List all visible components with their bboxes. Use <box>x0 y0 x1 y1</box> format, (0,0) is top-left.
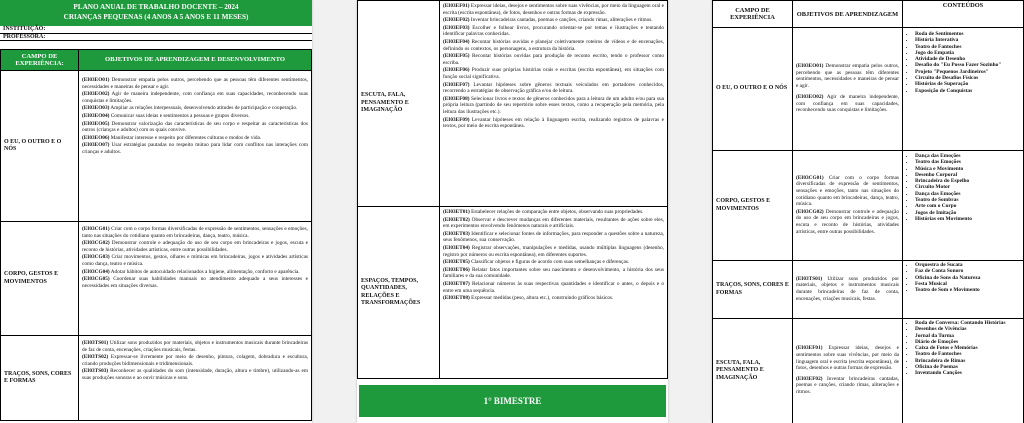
contents-list <box>906 31 1020 94</box>
objective-item: (EI03EF07) Levantar hipóteses sobre gêneros textuais veiculados em portadores conhecidos, recorrendo a estratégias de observação gráfica e/ou de leitura. <box>443 81 665 95</box>
objective-item: (EI03CG04) Adotar hábitos de autocuidado relacionados a higiene, alimentação, conforto e aparência. <box>82 268 300 275</box>
list-item: • Oficina de Sons da Natureza <box>915 275 1020 281</box>
objective-item: (EI03EF08) Selecionar livros e textos de gêneros conhecidos para a leitura de um adulto e/ou para sua própria leitura (partindo de seu repertório sobre esses textos, como a recuperação pela memória, pela leitura das ilustrações etc.). <box>443 95 664 115</box>
document-page-2 <box>357 0 668 423</box>
table-row <box>713 319 1024 423</box>
objective-item: (EI03TS01) Utilizar sons produzidos por materiais, objetos e instrumentos musicais durante brincadeiras de faz de conta, encenações, criações musicais, festas. <box>82 340 309 353</box>
list-item: • Teatro de Som e Movimento <box>915 287 1020 293</box>
plan-subtitle: CRIANÇAS PEQUENAS (4 ANOS A 5 ANOS E 11 MESES) <box>63 13 249 21</box>
list-item: • Desenho Corporal <box>915 172 1020 178</box>
table-row <box>358 1 668 207</box>
objective-item: (EI03EF03) Escolher e folhear livros, procurando orientar-se por temas e ilustrações e tentando identificar palavras conhecidas. <box>443 24 664 38</box>
institution-field: INSTITUIÇÃO: <box>0 26 312 34</box>
objectives-cell <box>793 319 903 423</box>
table-row <box>1 71 312 222</box>
objective-item: (EI03CG02) Demonstrar controle e adequação do uso de seu corpo em brincadeiras e jogos, escuta e reconto de histórias, atividades artísticas, entre outras possibilidades. <box>82 240 308 253</box>
objectives-cell <box>793 261 903 319</box>
contents-cell <box>903 319 1024 423</box>
objective-item: (EI03TS01) Utilizar sons produzidos por materiais, objetos e instrumentos musicais durante brincadeiras de faz de conta, encenações, criações musicais, festas. <box>796 275 900 302</box>
list-item: • História Interativa <box>915 37 1020 43</box>
list-item: • Desenhos de Vivências <box>915 326 1020 332</box>
table-row <box>713 151 1024 261</box>
bimester-banner: 1° BIMESTRE <box>359 385 666 417</box>
list-item: • Dança das Emoções <box>915 191 1020 197</box>
list-item: • Orquestra de Sucata <box>915 262 1020 268</box>
objective-item: (EI03EO01) Demonstrar empatia pelos outros, percebendo que as pessoas têm diferentes sentimentos, necessidades e maneiras de pensar e agir. <box>796 62 899 89</box>
list-item: • Jornal da Turma <box>915 333 1020 339</box>
objective-item: (EI03CG03) Criar movimentos, gestos, olhares e mímicas em brincadeiras, jogos e atividades artísticas como dança, teatro e música. <box>82 254 309 267</box>
objective-item: (EI03ET03) Identificar e selecionar fontes de informações, para responder a questões sobre a natureza, seus fenômenos, sua conservação. <box>443 230 664 244</box>
contents-table <box>712 0 1024 423</box>
list-item: • Histórias em Movimento <box>915 216 1020 222</box>
objective-item: (EI03CG01) Criar com o corpo formas diversificadas de expressão de sentimentos, sensações e emoções, tanto nas situações do cotidiano quanto em brincadeiras, dança, teatro, música. <box>82 226 308 239</box>
field-label: TRAÇOS, SONS, CORES E FORMAS <box>713 261 793 319</box>
objective-item: (EI03ET02) Observar e descrever mudanças em diferentes materiais, resultantes de ações sobre eles, em experimentos envolvendo fenômenos naturais e artificiais. <box>443 216 664 230</box>
objective-item: (EI03TS02) Expressar-se livremente por meio de desenho, pintura, colagem, dobradura e escultura, criando produções bidimensionais e tridimensionais. <box>82 354 308 367</box>
objectives-cell <box>793 151 903 261</box>
table-row <box>1 222 312 336</box>
list-item: • Teatro de Fantoches <box>915 44 1020 50</box>
objective-item: (EI03EF05) Recontar histórias ouvidas para produção de reconto escrito, tendo o professor como escriba. <box>443 53 665 66</box>
list-item: • Dança das Emoções <box>915 153 1020 159</box>
list-item: • Caixa de Fotos e Memórias <box>915 345 1020 351</box>
list-item: • Atividade de Desenho <box>915 56 1020 62</box>
contents-cell <box>903 261 1024 319</box>
objective-item: (EI03EO01) Demonstrar empatia pelos outros, percebendo que as pessoas têm diferentes sentimentos, necessidades e maneiras de pensar e agir. <box>82 77 308 90</box>
contents-list <box>906 320 1020 377</box>
field-label: TRAÇOS, SONS, CORES E FORMAS <box>1 336 79 421</box>
objective-item: (EI03EO03) Ampliar as relações interpessoais, desenvolvendo atitudes de participação e cooperação. <box>82 105 298 112</box>
list-item: • Circuito de Desafios Físicos <box>915 75 1020 81</box>
objective-item: (EI03ET07) Relacionar números às suas respectivas quantidades e identificar o antes, o depois e o entre em uma sequência. <box>443 280 665 294</box>
objective-item: (EI03CG02) Demonstrar controle e adequação do uso de seu corpo em brincadeiras e jogos, escuta e reconto de histórias, atividades artísticas, entre outras possibilidades. <box>796 208 899 235</box>
objective-item: (EI03EF06) Produzir suas próprias histórias orais e escritas (escrita espontânea), em situações com função social significativa. <box>443 67 665 80</box>
list-item: • Teatro de Sombras <box>915 197 1020 203</box>
objective-item: (EI03CG05) Coordenar suas habilidades manuais no atendimento adequado a seus interesses e necessidades em situações diversas. <box>82 276 309 289</box>
list-item: • Histórias de Superação <box>915 81 1020 87</box>
list-item: • Teatro de Fantoches <box>915 351 1020 357</box>
objective-item: (EI03EO02) Agir de maneira independente, com confiança em suas capacidades, reconhecendo suas conquistas e limitações. <box>82 91 308 104</box>
list-item: • Diário de Emoções <box>915 339 1020 345</box>
objective-item: (EI03ET04) Registrar observações, manipulações e medidas, usando múltiplas linguagens (desenho, registro por números ou escrita espontânea), em diferentes suportes. <box>443 244 664 258</box>
column-header-contents: CONTEÚDOS <box>903 1 1024 28</box>
list-item: • Oficina de Poemas <box>915 364 1020 370</box>
list-item: • Faz de Conta Sonoro <box>915 268 1020 274</box>
column-header-objectives: OBJETIVOS DE APRENDIZAGEM <box>793 1 903 28</box>
objectives-cell <box>793 28 903 151</box>
list-item: • Jogo do Empatia <box>915 50 1020 56</box>
contents-list <box>906 153 1020 222</box>
table-row <box>358 207 668 379</box>
objectives-cell <box>79 222 312 336</box>
field-label: ESCUTA, FALA, PENSAMENTO E IMAGINAÇÃO <box>713 319 793 423</box>
objectives-cell <box>79 71 312 222</box>
list-item: • Música e Movimento <box>915 166 1020 172</box>
objective-item: (EI03EF02) Inventar brincadeiras cantadas, poemas e canções, criando rimas, aliterações e ritmos. <box>796 375 899 395</box>
field-label: O EU, O OUTRO E O NÓS <box>713 28 793 151</box>
table-row <box>713 261 1024 319</box>
objectives-cell <box>440 1 668 207</box>
list-item: • Arte com o Corpo <box>915 203 1020 209</box>
list-item: • Festa Musical <box>915 281 1020 287</box>
objective-item: (EI03ET05) Classificar objetos e figuras de acordo com suas semelhanças e diferenças. <box>443 259 630 266</box>
objective-item: (EI03EF02) Inventar brincadeiras cantadas, poemas e canções, criando rimas, aliterações e ritmos. <box>443 17 653 24</box>
list-item: • Brincadeira do Espelho <box>915 178 1020 184</box>
document-page-3 <box>712 0 1024 423</box>
objective-item: (EI03EF01) Expressar ideias, desejos e sentimentos sobre suas vivências, por meio da linguagem oral e escrita (escrita espontânea), de fotos, desenhos e outras formas de expressão. <box>796 345 899 372</box>
objectives-cell <box>79 336 312 421</box>
objective-item: (EI03ET06) Relatar fatos importantes sobre seu nascimento e desenvolvimento, a história dos seus familiares e da sua comunidade. <box>443 266 665 280</box>
objective-item: (EI03EO07) Usar estratégias pautadas no respeito mútuo para lidar com conflitos nas interações com crianças e adultos. <box>82 142 308 155</box>
objective-item: (EI03ET01) Estabelecer relações de comparação entre objetos, observando suas propriedades. <box>443 209 644 215</box>
field-label: ESCUTA, FALA, PENSAMENTO E IMAGINAÇÃO <box>358 1 440 207</box>
contents-cell <box>903 151 1024 261</box>
objectives-cell <box>440 207 668 379</box>
teacher-field: PROFESSORA: <box>0 34 312 42</box>
objective-item: (EI03EO06) Manifestar interesse e respeito por diferentes culturas e modos de vida. <box>82 134 262 141</box>
table-row <box>713 28 1024 151</box>
table-row <box>1 336 312 421</box>
list-item: • Brincadeira de Rimas <box>915 358 1020 364</box>
field-label: CORPO, GESTOS E MOVIMENTOS <box>1 222 79 336</box>
list-item: • Roda de Conversa: Contando Histórias <box>915 320 1020 326</box>
column-header-field: CAMPO DE EXPERIÊNCIA: <box>1 50 79 71</box>
plan-title: PLANO ANUAL DE TRABALHO DOCENTE – 2024 <box>73 3 239 11</box>
objective-item: (EI03EF09) Levantar hipóteses em relação à linguagem escrita, realizando registros de palavras e textos, por meio de escrita espontânea. <box>443 116 664 130</box>
objective-item: (EI03EO02) Agir de maneira independente, com confiança em suas capacidades, reconhecendo suas conquistas e limitações. <box>796 94 899 114</box>
objectives-table-continued <box>357 0 668 379</box>
list-item: • Desafio do "Eu Posso Fazer Sozinho" <box>915 62 1020 68</box>
list-item: • Jogos de Imitação <box>915 210 1020 216</box>
list-item: • Exposição de Conquistas <box>915 88 1020 94</box>
objective-item: (EI03CG01) Criar com o corpo formas diversificadas de expressão de sentimentos, sensações e emoções, tanto nas situações do cotidiano quanto em brincadeiras, dança, teatro, música. <box>796 174 900 208</box>
objective-item: (EI03ET08) Expressar medidas (peso, altura etc.), construindo gráficos básicos. <box>443 295 614 302</box>
objective-item: (EI03EF01) Expressar ideias, desejos e sentimentos sobre suas vivências, por meio da linguagem oral e escrita (escrita espontânea), de fotos, desenhos e outras formas de expressão. <box>443 3 664 16</box>
field-label: CORPO, GESTOS E MOVIMENTOS <box>713 151 793 261</box>
contents-cell <box>903 28 1024 151</box>
list-item: • Inventando Canções <box>915 370 1020 376</box>
document-page-1 <box>0 0 312 423</box>
list-item: • Circuito Motor <box>915 184 1020 190</box>
list-item: • Teatro das Emoções <box>915 159 1020 165</box>
field-label: O EU, O OUTRO E O NÓS <box>1 71 79 222</box>
list-item: • Roda de Sentimentos <box>915 31 1020 37</box>
plan-title-banner <box>0 0 312 26</box>
objective-item: (EI03EO05) Demonstrar valorização das características de seu corpo e respeitar as características dos outros (crianças e adultos) com os quais convive. <box>82 120 308 134</box>
list-item: • Projeto "Pequenos Jardineiros" <box>915 69 1020 75</box>
field-label: ESPAÇOS, TEMPOS, QUANTIDADES, RELAÇÕES E TRANSFORMAÇÕES <box>358 207 440 379</box>
objective-item: (EI03EF04) Recontar histórias ouvidas e planejar coletivamente roteiros de vídeos e de encenações, definindo os contextos, os personagens, a estrutura da história. <box>443 38 665 52</box>
column-header-field: CAMPO DE EXPERIÊNCIA <box>713 1 793 28</box>
column-header-objectives: OBJETIVOS DE APRENDIZAGEM E DESENVOLVIMENTO <box>79 50 312 71</box>
objectives-table <box>0 49 312 421</box>
contents-list <box>906 262 1020 293</box>
objective-item: (EI03EO04) Comunicar suas ideias e sentimentos a pessoas e grupos diversos. <box>82 112 250 119</box>
objective-item: (EI03TS03) Reconhecer as qualidades do som (intensidade, duração, altura e timbre), utilizando-as em suas produções sonoras e ao ouvir músicas e sons. <box>82 368 308 381</box>
